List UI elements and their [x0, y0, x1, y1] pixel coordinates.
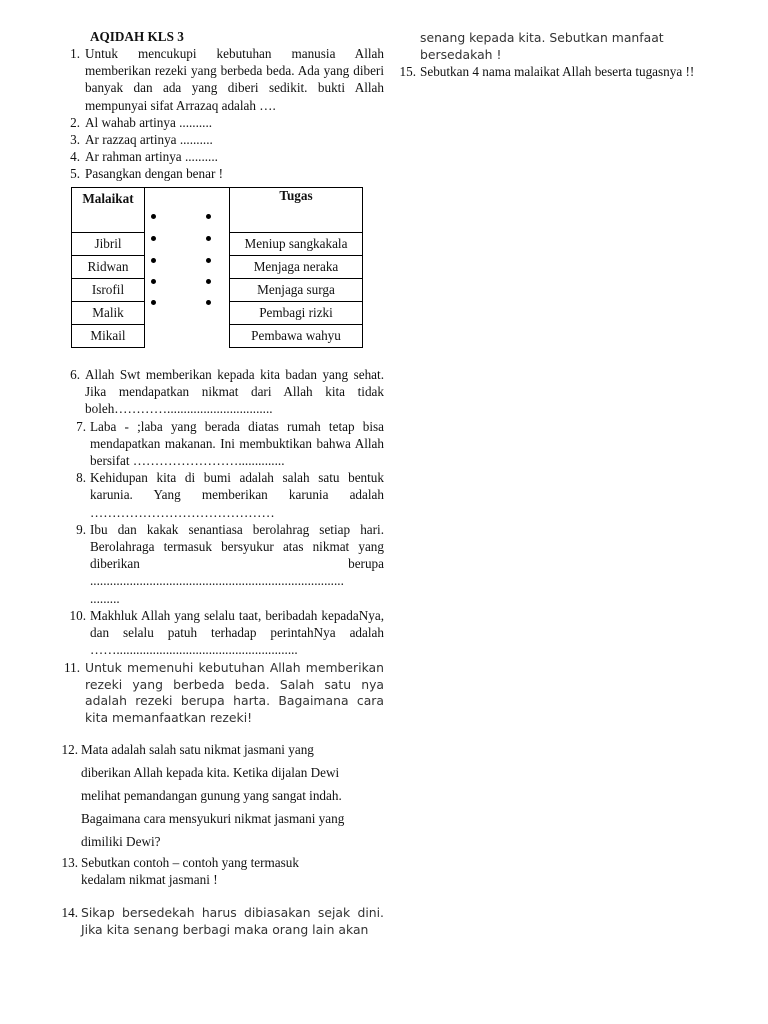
match-dot-left[interactable] — [151, 300, 156, 305]
question-7 — [58, 418, 384, 470]
tugas-cell: Pembawa wahyu — [230, 325, 363, 348]
match-dot-left[interactable] — [151, 279, 156, 284]
question-2 — [58, 114, 384, 131]
question-text: Kehidupan kita di bumi adalah salah satu bentuk karunia. Yang memberikan karunia adalah …………………………………… — [90, 470, 384, 520]
tugas-cell: Menjaga surga — [230, 279, 363, 302]
header-tugas: Tugas — [230, 188, 363, 233]
question-text: Sikap bersedekah harus dibiasakan sejak dini. Jika kita senang berbagi maka orang lain akan — [81, 905, 384, 937]
question-text: Untuk memenuhi kebutuhan Allah memberikan rezeki yang berbeda beda. Salah satu nya adalah rezeki berupa harta. Bagaimana cara kita memanfaatkan rezeki! — [85, 660, 384, 725]
question-number: 13. — [61, 855, 78, 871]
question-number: 14. — [61, 905, 78, 921]
match-dot-left[interactable] — [151, 214, 156, 219]
question-number: 10. — [69, 607, 86, 623]
question-9 — [58, 521, 384, 607]
question-3 — [58, 131, 384, 148]
malaikat-cell: Isrofil — [72, 279, 145, 302]
question-line: Bagaimana cara mensyukuri nikmat jasmani yang — [81, 811, 345, 827]
question-13 — [58, 854, 384, 888]
tugas-cell: Pembagi rizki — [230, 302, 363, 325]
left-column — [58, 28, 384, 183]
question-number: 1. — [70, 46, 80, 61]
worksheet-title: AQIDAH KLS 3 — [90, 29, 184, 44]
header-malaikat-label: Malaikat — [82, 191, 134, 206]
match-dot-right[interactable] — [206, 258, 211, 263]
question-line: dimiliki Dewi? — [81, 834, 161, 850]
question-number: 9. — [76, 521, 86, 537]
malaikat-cell: Mikail — [72, 325, 145, 348]
question-number: 8. — [76, 470, 86, 486]
question-text: Ibu dan kakak senantiasa berolahrag setiap hari. Berolahraga termasuk bersyukur atas nikmat yang diberikan berupa — [90, 521, 384, 572]
question-number: 3. — [70, 132, 80, 148]
question-number: 6. — [70, 367, 80, 382]
question-number: 11. — [64, 660, 80, 676]
match-dot-right[interactable] — [206, 214, 211, 219]
answer-line: ............................................................................. — [90, 573, 344, 589]
question-14 — [58, 905, 384, 938]
tugas-cell: Meniup sangkakala — [230, 233, 363, 256]
answer-line: ……....................................................... — [90, 642, 298, 658]
question-line: kedalam nikmat jasmani ! — [81, 872, 218, 888]
question-15 — [396, 63, 724, 80]
question-text: Sebutkan 4 nama malaikat Allah beserta tugasnya !! — [420, 64, 695, 79]
question-line: Sebutkan contoh – contoh yang termasuk — [81, 855, 299, 871]
question-text: Al wahab artinya .......... — [85, 114, 213, 130]
question-line: melihat pemandangan gunung yang sangat indah. — [81, 788, 342, 804]
match-dot-right[interactable] — [206, 236, 211, 241]
question-text: Ar rahman artinya .......... — [85, 149, 218, 165]
question-number: 15. — [399, 64, 416, 79]
question-text: Pasangkan dengan benar ! — [85, 166, 224, 182]
right-column — [396, 29, 724, 80]
question-number: 2. — [70, 114, 80, 130]
question-14-continued: senang kepada kita. Sebutkan manfaat bersedakah ! — [420, 30, 664, 62]
match-dot-right[interactable] — [206, 300, 211, 305]
question-4 — [58, 148, 384, 165]
question-text: Makhluk Allah yang selalu taat, beribadah kepadaNya, dan selalu patuh terhadap perintahNya adalah — [90, 607, 384, 641]
header-malaikat — [72, 188, 145, 233]
answer-line: ......... — [90, 590, 120, 606]
question-text: Laba - ;laba yang berada diatas rumah tetap bisa mendapatkan makanan. Ini membuktikan bahwa Allah bersifat …………………….............. — [90, 418, 384, 469]
question-12 — [58, 738, 384, 853]
question-10 — [58, 607, 384, 659]
question-number: 4. — [70, 149, 80, 165]
malaikat-cell: Malik — [72, 302, 145, 325]
question-11 — [58, 660, 384, 726]
question-5 — [58, 165, 384, 182]
question-text: Ar razzaq artinya .......... — [85, 132, 213, 148]
question-text: Untuk mencukupi kebutuhan manusia Allah memberikan rezeki yang berbeda beda. Ada yang diberi banyak dan ada yang diberi sedikit. bukti Allah mempunyai sifat Arrazaq adalah …. — [85, 46, 384, 113]
question-number: 12. — [61, 742, 78, 758]
question-6 — [58, 366, 384, 418]
question-8 — [58, 469, 384, 521]
question-line: diberikan Allah kepada kita. Ketika dijalan Dewi — [81, 765, 340, 781]
question-number: 7. — [76, 418, 86, 434]
question-line: Mata adalah salah satu nikmat jasmani yang — [81, 742, 314, 758]
question-number: 5. — [70, 166, 80, 182]
match-dot-right[interactable] — [206, 279, 211, 284]
matching-gap — [145, 188, 230, 348]
question-text: Allah Swt memberikan kepada kita badan yang sehat. Jika mendapatkan nikmat dari Allah kita tidak boleh…………................................ — [85, 367, 384, 417]
malaikat-cell: Jibril — [72, 233, 145, 256]
questions-lower — [58, 366, 384, 938]
matching-table — [71, 187, 363, 348]
match-dot-left[interactable] — [151, 258, 156, 263]
malaikat-cell: Ridwan — [72, 256, 145, 279]
question-1 — [58, 45, 384, 114]
tugas-cell: Menjaga neraka — [230, 256, 363, 279]
match-dot-left[interactable] — [151, 236, 156, 241]
